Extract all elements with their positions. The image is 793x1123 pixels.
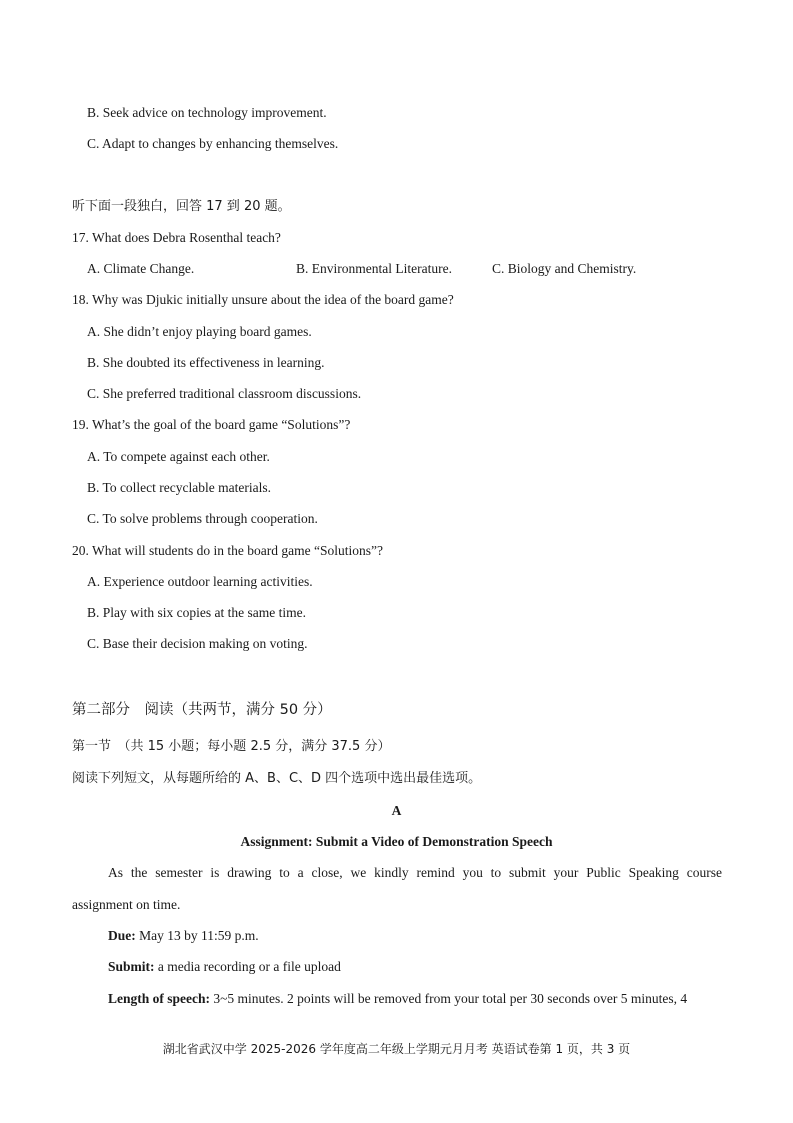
q20-option-c: C. Base their decision making on voting. [87,636,308,651]
q17-option-a: A. Climate Change. [87,261,195,276]
q18-option-c: C. She preferred traditional classroom discussions. [87,386,362,401]
question-20-stem: 20. What will students do in the board game “Solutions”? [72,543,383,558]
submit-line [108,959,341,975]
page-footer: 湖北省武汉中学 2025-2026 学年度高二年级上学期元月月考 英语试卷第 1 页，共 3 页 [162,1042,631,1056]
reading-instruction: 阅读下列短文，从每题所给的 A、B、C、D 四个选项中选出最佳选项。 [72,771,482,786]
length-value: 3~5 minutes. 2 points will be removed from your total per 30 seconds over 5 minutes, 4 [210,991,688,1006]
passage-letter: A [391,803,402,818]
submit-value: a media recording or a file upload [154,959,341,974]
due-label: Due: [108,928,136,943]
length-label: Length of speech: [108,991,210,1006]
q19-option-b: B. To collect recyclable materials. [87,480,271,495]
question-19-stem: 19. What’s the goal of the board game “Solutions”? [72,417,351,432]
passage-title: Assignment: Submit a Video of Demonstration Speech [240,834,553,849]
q19-option-c: C. To solve problems through cooperation. [87,511,318,526]
question-17-stem: 17. What does Debra Rosenthal teach? [72,230,281,245]
q17-option-c: C. Biology and Chemistry. [492,261,637,276]
length-line [108,991,722,1007]
q18-option-b: B. She doubted its effectiveness in learning. [87,355,325,370]
q18-option-a: A. She didn’t enjoy playing board games. [87,324,312,339]
passage-intro-line1: As the semester is drawing to a close, we kindly remind you to submit your Public Speaking course [108,865,722,880]
question-18-stem: 18. Why was Djukic initially unsure about the idea of the board game? [72,292,454,307]
due-value: May 13 by 11:59 p.m. [135,928,259,943]
due-line [108,928,259,944]
passage-intro-line2: assignment on time. [72,897,181,912]
submit-label: Submit: [108,959,155,974]
q19-option-a: A. To compete against each other. [87,449,270,464]
part2-title: 第二部分 阅读（共两节，满分 50 分） [72,702,332,718]
q17-option-b: B. Environmental Literature. [296,261,452,276]
monologue-instruction: 听下面一段独白，回答 17 到 20 题。 [72,199,291,214]
option-c-prev: C. Adapt to changes by enhancing themselves. [87,136,339,151]
q20-option-b: B. Play with six copies at the same time. [87,605,306,620]
q20-option-a: A. Experience outdoor learning activities. [87,574,313,589]
section1-title: 第一节 （共 15 小题；每小题 2.5 分，满分 37.5 分） [72,739,391,754]
option-b-prev: B. Seek advice on technology improvement. [87,105,327,120]
